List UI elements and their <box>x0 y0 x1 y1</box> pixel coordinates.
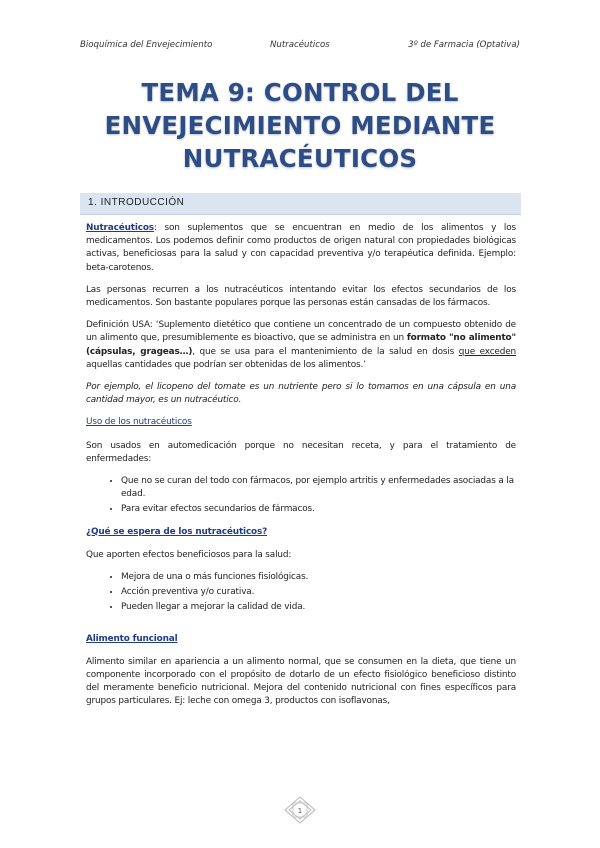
usa-text-b: , que se usa para el mantenimiento de la salud en dosis <box>192 346 459 357</box>
paragraph-functional-food: Alimento similar en apariencia a un alimento normal, que se consumen en la dieta, que tiene un componente incorporado con el propósito de dotarlo de un efecto fisiológico beneficioso distinto del meramente beneficio nutricional. Mejora del contenido nutricional con fines específicos para grupos particulares. Ej: leche con omega 3, productos con isoflavonas, <box>86 656 516 707</box>
definition-text: : son suplementos que se encuentran en medio de los alimentos y los medicamentos. Los podemos definir como productos de origen natural con propiedades biológicas activas, beneficiosas para la salud y con capacidad preventiva y/o terapéutica definida. Ejemplo: beta-carotenos. <box>86 223 516 273</box>
list-item: • Pueden llegar a mejorar la calidad de vida. <box>121 601 516 614</box>
section-heading: 1. INTRODUCCIÓN <box>88 197 185 208</box>
page-number-ornament <box>284 796 316 824</box>
usa-text-c: aquellas cantidades que podrían ser obtenidas de los alimentos.’ <box>86 359 366 370</box>
list-item: • Para evitar efectos secundarios de fármacos. <box>121 503 516 516</box>
title-line-3: NUTRACÉUTICOS <box>182 144 418 173</box>
subheading-functional-food <box>86 633 516 646</box>
subheading-functional-food-text: Alimento funcional <box>86 633 178 644</box>
subheading-expectations-text: ¿Qué se espera de los nutracéuticos? <box>86 526 268 537</box>
page-number: 1 <box>297 807 303 815</box>
ornament-icon <box>284 796 316 824</box>
paragraph-expectations: Que aporten efectos beneficiosos para la salud: <box>86 549 292 560</box>
usage-list <box>86 475 516 517</box>
paragraph-reasons: Las personas recurren a los nutracéuticos intentando evitar los efectos secundarios de los medicamentos. Son bastante populares porque las personas están cansadas de los fármacos. <box>86 284 516 309</box>
document-body <box>86 222 516 718</box>
header-course: Bioquímica del Envejecimiento <box>80 40 213 50</box>
subheading-uso-text: Uso de los nutracéuticos <box>86 417 192 428</box>
paragraph-definition <box>86 222 516 275</box>
usa-text-a: Definición USA: ‘Suplemento dietético que contiene un concentrado de un compuesto obtenido de un alimento que, presumiblemente es bioactivo, que se administra en un <box>86 320 516 344</box>
term-nutraceuticos: Nutracéuticos <box>86 223 154 233</box>
list-item: • Acción preventiva y/o curativa. <box>121 586 516 599</box>
list-item: • Que no se curan del todo con fármacos, por ejemplo artritis y enfermedades asociadas a la edad. <box>121 475 516 501</box>
paragraph-usa-definition <box>86 319 516 372</box>
title-line-1: TEMA 9: CONTROL DEL <box>141 78 459 107</box>
paragraph-example: Por ejemplo, el licopeno del tomate es un nutriente pero si lo tomamos en una cápsula en una cantidad mayor, es un nutracéutico. <box>86 382 516 406</box>
subheading-uso <box>86 416 516 429</box>
usa-format-bold: formato "no alimento" (cápsulas, grageas…) <box>86 333 516 357</box>
header-topic: Nutracéuticos <box>270 40 330 50</box>
paragraph-usage: Son usados en automedicación porque no necesitan receta, y para el tratamiento de enfermedades: <box>86 440 516 464</box>
subheading-expectations <box>86 526 516 539</box>
page-title <box>60 76 540 175</box>
section-heading-bar <box>80 193 521 215</box>
list-item: • Mejora de una o más funciones fisiológicas. <box>121 571 516 584</box>
header-degree: 3º de Farmacia (Optativa) <box>408 40 520 50</box>
title-line-2: ENVEJECIMIENTO MEDIANTE <box>104 111 496 140</box>
usa-exceed-underline: que exceden <box>458 346 517 357</box>
expectations-list <box>86 571 516 615</box>
page-header <box>80 40 520 54</box>
